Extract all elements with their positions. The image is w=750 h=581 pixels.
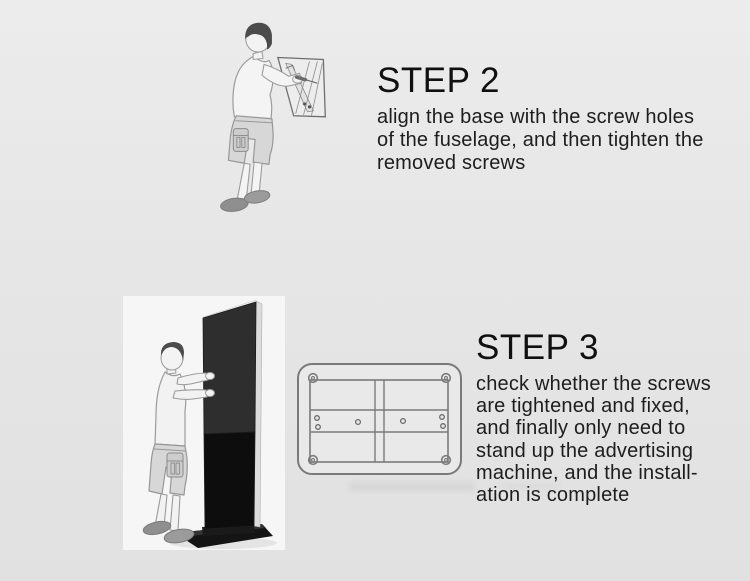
step3-illustration-panel [123,296,285,550]
worker-arm [173,390,207,400]
step3-line-2: are tightened and fixed, [476,395,690,418]
worker-leg [251,162,262,194]
cargo-pocket [233,129,248,152]
base-plate-diagram [291,350,471,490]
step3-illustration [123,296,285,550]
worker-hand [206,390,215,397]
step3-title: STEP 3 [476,328,599,367]
worker-leg [170,495,180,531]
step2-line-2: of the fuselage, and then tighten the [377,129,704,152]
fuselage-panel-drawing [278,57,325,116]
machine-lower-body [204,432,255,529]
panel-screw-dot [303,102,306,105]
step3-line-1: check whether the screws [476,373,711,395]
step3-line-4: stand up the advertising [476,439,694,462]
worker-hand [206,373,215,380]
step3-section [476,330,711,506]
step2-illustration [190,10,340,272]
worker-figure [220,23,318,213]
step2-line-1: align the base with the screw holes [377,106,695,128]
machine-screen [203,302,256,434]
step3-line-3: and finally only need to [476,417,686,440]
step3-description [476,373,711,506]
cargo-pocket [167,453,183,477]
step2-title: STEP 2 [377,61,500,100]
step2-line-3: removed screws [377,152,526,175]
step2-section [377,63,704,176]
panel-screw-dot [308,105,311,108]
step3-line-6: ation is complete [476,484,630,507]
step2-description [377,106,704,176]
step3-line-5: machine, and the install- [476,461,698,484]
watermark-smudge [348,482,476,491]
